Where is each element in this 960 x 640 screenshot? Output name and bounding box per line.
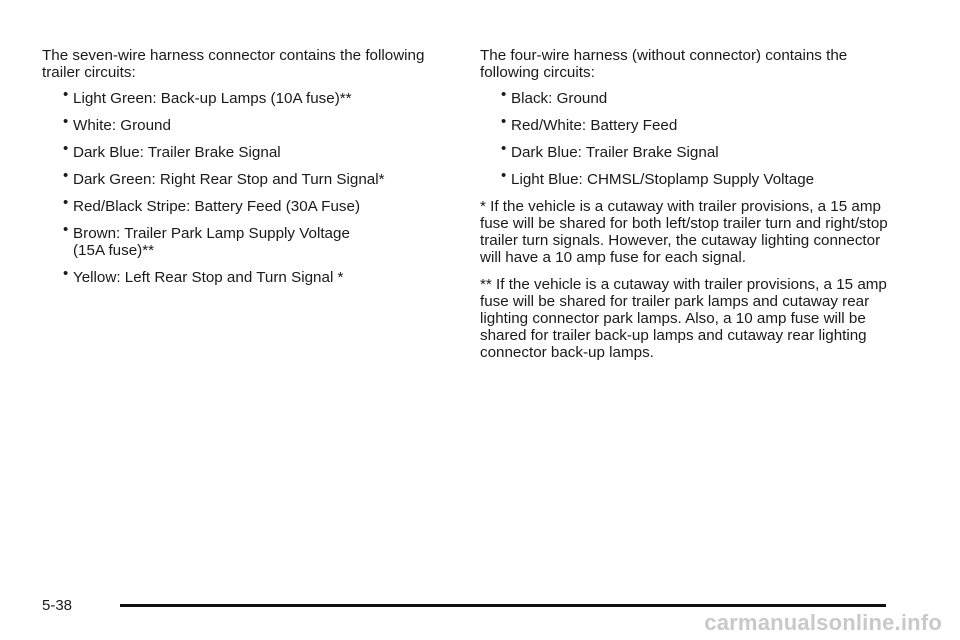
page-number: 5-38 <box>42 597 73 614</box>
circuit-label: Light Green: Back-up Lamps (10A fuse)** <box>73 90 352 107</box>
bullet-icon: • <box>63 265 69 282</box>
bullet-icon: • <box>501 167 507 184</box>
circuit-label: White: Ground <box>73 117 171 134</box>
bullet-icon: • <box>501 86 507 103</box>
list-item <box>480 167 900 188</box>
list-item <box>42 113 462 134</box>
bullet-icon: • <box>63 113 69 130</box>
list-item <box>480 86 900 107</box>
seven-wire-intro: The seven-wire harness connector contains the following trailer circuits: <box>42 47 425 81</box>
circuit-label: Dark Blue: Trailer Brake Signal <box>73 144 281 161</box>
list-item <box>42 265 462 286</box>
circuit-label: Brown: Trailer Park Lamp Supply Voltage (15A fuse)** <box>73 225 350 259</box>
bullet-icon: • <box>501 140 507 157</box>
list-item <box>480 140 900 161</box>
four-wire-circuit-list <box>480 86 900 188</box>
seven-wire-circuit-list <box>42 86 462 286</box>
circuit-label: Red/White: Battery Feed <box>511 117 678 134</box>
bullet-icon: • <box>501 113 507 130</box>
list-item <box>42 86 462 107</box>
four-wire-intro: The four-wire harness (without connector) contains the following circuits: <box>480 47 848 81</box>
left-column <box>42 47 462 296</box>
circuit-label: Red/Black Stripe: Battery Feed (30A Fuse) <box>73 198 361 215</box>
circuit-label: Yellow: Left Rear Stop and Turn Signal * <box>73 269 344 286</box>
bullet-icon: • <box>63 221 69 238</box>
bullet-icon: • <box>63 167 69 184</box>
list-item <box>42 221 383 259</box>
list-item <box>42 194 462 215</box>
single-asterisk-note: * If the vehicle is a cutaway with trailer provisions, a 15 amp fuse will be shared for both left/stop trailer turn and right/stop trailer turn signals. However, the cutaway lighting connector will have a 10 amp fuse for each signal. <box>480 198 888 266</box>
circuit-label: Light Blue: CHMSL/Stoplamp Supply Voltage <box>511 171 815 188</box>
double-asterisk-note: ** If the vehicle is a cutaway with trailer provisions, a 15 amp fuse will be shared for trailer park lamps and cutaway rear lighting connector park lamps. Also, a 10 amp fuse will be shared for trailer back-up lamps and cutaway rear lighting connector back-up lamps. <box>480 276 887 361</box>
bullet-icon: • <box>63 86 69 103</box>
circuit-label: Dark Green: Right Rear Stop and Turn Signal* <box>73 171 385 188</box>
list-item <box>42 140 462 161</box>
site-watermark: carmanualsonline.info <box>704 610 942 635</box>
right-column <box>480 47 900 371</box>
footer-divider <box>120 604 886 607</box>
list-item <box>42 167 462 188</box>
circuit-label: Dark Blue: Trailer Brake Signal <box>511 144 719 161</box>
bullet-icon: • <box>63 194 69 211</box>
list-item <box>480 113 900 134</box>
circuit-label: Black: Ground <box>511 90 608 107</box>
bullet-icon: • <box>63 140 69 157</box>
